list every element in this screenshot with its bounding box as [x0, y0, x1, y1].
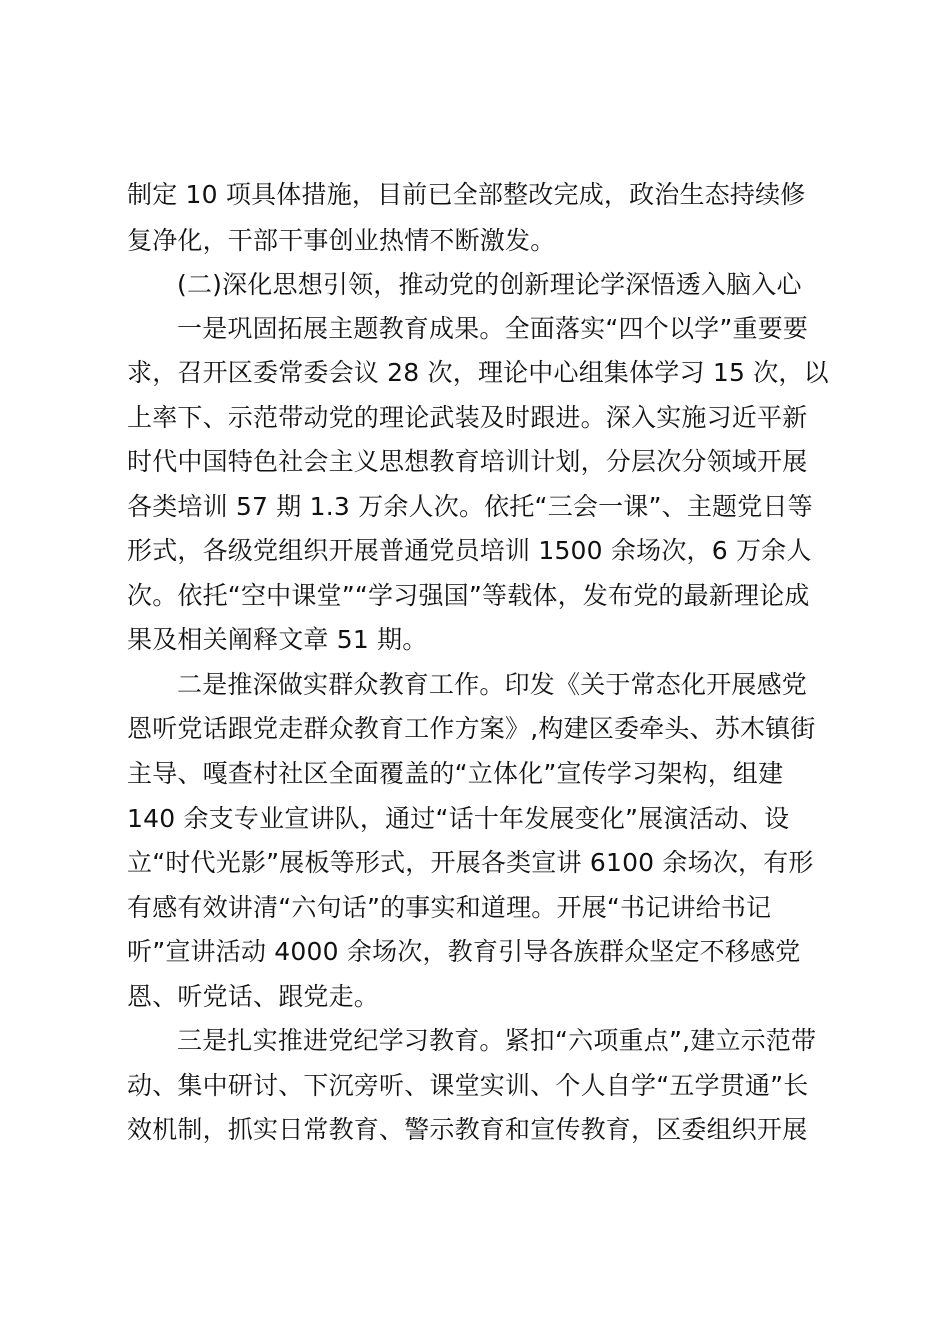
text-line: 有感有效讲清“六句话”的事实和道理。开展“书记讲给书记 [127, 893, 772, 922]
text-line: 三是扎实推进党纪学习教育。紧扣“六项重点”,建立示范带 [177, 1026, 817, 1055]
text-line: 140 余支专业宣讲队，通过“话十年发展变化”展演活动、设 [127, 804, 790, 833]
text-line: 动、集中研讨、下沉旁听、课堂实训、个人自学“五学贯通”长 [127, 1071, 809, 1100]
text-line: 果及相关阐释文章 51 期。 [127, 625, 428, 654]
section-heading: (二)深化思想引领，推动党的创新理论学深悟透入脑入心 [177, 270, 802, 299]
text-line: 一是巩固拓展主题教育成果。全面落实“四个以学”重要要 [177, 314, 809, 343]
text-line: 上率下、示范带动党的理论武装及时跟进。深入实施习近平新 [127, 403, 808, 432]
text-line: 制定 10 项具体措施，目前已全部整改完成，政治生态持续修 [127, 180, 806, 209]
text-line: 恩听党话跟党走群众教育工作方案》,构建区委牵头、苏木镇街 [127, 714, 816, 743]
text-line: 形式，各级党组织开展普通党员培训 1500 余场次，6 万余人 [127, 536, 812, 565]
text-line: 恩、听党话、跟党走。 [127, 982, 380, 1011]
text-line: 听”宣讲活动 4000 余场次，教育引导各族群众坚定不移感党 [127, 937, 801, 966]
text-line: 主导、嘎查村社区全面覆盖的“立体化”宣传学习架构，组建 [127, 759, 784, 788]
text-line: 各类培训 57 期 1.3 万余人次。依托“三会一课”、主题党日等 [127, 492, 813, 521]
text-line: 时代中国特色社会主义思想教育培训计划，分层次分领域开展 [127, 447, 808, 476]
text-line: 复净化，干部干事创业热情不断激发。 [127, 226, 556, 255]
text-line: 立“时代光影”展板等形式，开展各类宣讲 6100 余场次，有形 [127, 848, 814, 877]
text-line: 二是推深做实群众教育工作。印发《关于常态化开展感党 [177, 670, 808, 699]
text-line: 次。依托“空中课堂”“学习强国”等载体，发布党的最新理论成 [127, 581, 810, 610]
text-line: 效机制，抓实日常教育、警示教育和宣传教育，区委组织开展 [127, 1115, 808, 1144]
text-line: 求，召开区委常委会议 28 次，理论中心组集体学习 15 次，以 [127, 358, 829, 387]
